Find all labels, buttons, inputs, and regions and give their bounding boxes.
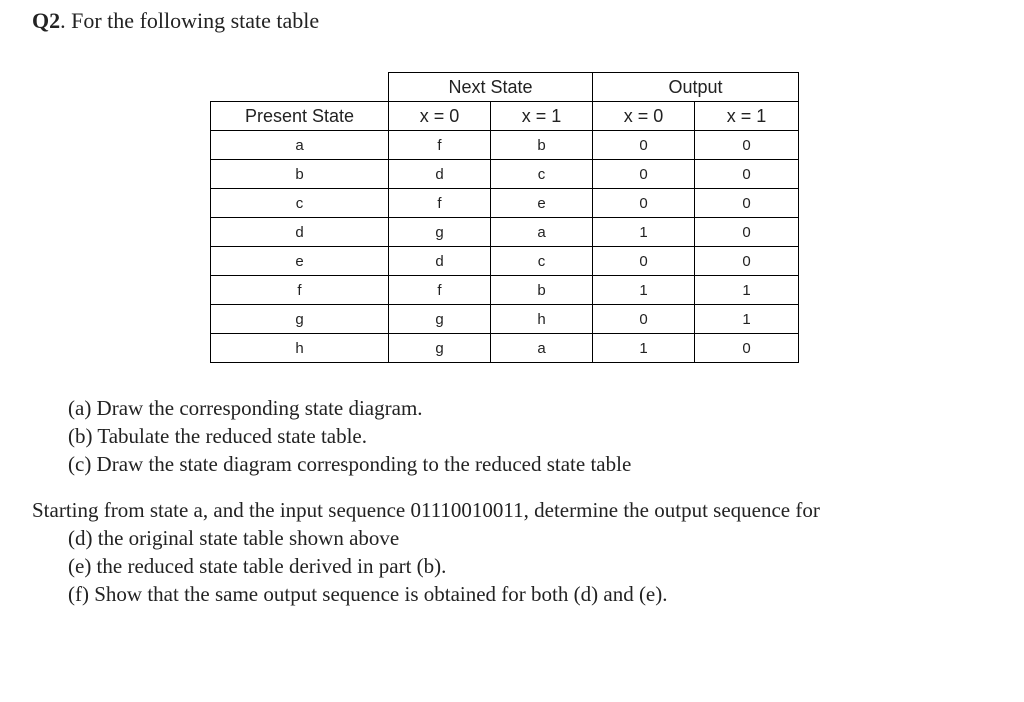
output-x1-cell: 0	[695, 334, 799, 363]
next-state-x1-cell: h	[491, 305, 593, 334]
table-row	[211, 276, 799, 305]
output-x0-cell: 1	[593, 218, 695, 247]
part-d: (d) the original state table shown above	[68, 526, 400, 550]
output-x1-cell: 0	[695, 218, 799, 247]
output-x0-cell: 1	[593, 334, 695, 363]
part-e: (e) the reduced state table derived in part (b).	[68, 554, 447, 578]
next-state-x0-cell: d	[389, 247, 491, 276]
table-row	[211, 189, 799, 218]
table-row	[211, 131, 799, 160]
output-x1-cell: 0	[695, 189, 799, 218]
next-state-x0-cell: f	[389, 276, 491, 305]
present-state-cell: h	[211, 334, 389, 363]
output-x0-cell: 0	[593, 247, 695, 276]
col-header-next-x1: x = 1	[491, 102, 593, 131]
present-state-cell: f	[211, 276, 389, 305]
table-row	[211, 218, 799, 247]
output-x0-cell: 0	[593, 131, 695, 160]
col-header-present-state: Present State	[211, 102, 389, 131]
present-state-cell: a	[211, 131, 389, 160]
group-header-row	[211, 73, 799, 102]
table-row	[211, 305, 799, 334]
part-c: (c) Draw the state diagram corresponding to the reduced state table	[68, 452, 632, 476]
part-f: (f) Show that the same output sequence is obtained for both (d) and (e).	[68, 582, 668, 606]
state-table	[210, 72, 799, 363]
col-header-out-x0: x = 0	[593, 102, 695, 131]
output-x0-cell: 0	[593, 160, 695, 189]
output-x1-cell: 0	[695, 160, 799, 189]
next-state-x1-cell: c	[491, 160, 593, 189]
question-title	[32, 8, 319, 34]
table-row	[211, 160, 799, 189]
present-state-cell: e	[211, 247, 389, 276]
question-text: . For the following state table	[60, 8, 320, 33]
next-state-x0-cell: d	[389, 160, 491, 189]
present-state-cell: g	[211, 305, 389, 334]
next-state-x1-cell: b	[491, 131, 593, 160]
next-state-x1-cell: b	[491, 276, 593, 305]
output-x1-cell: 1	[695, 276, 799, 305]
next-state-x0-cell: g	[389, 218, 491, 247]
parts-abc	[68, 394, 631, 478]
table-row	[211, 247, 799, 276]
next-state-header: Next State	[389, 73, 593, 102]
next-state-x1-cell: e	[491, 189, 593, 218]
next-state-x0-cell: f	[389, 189, 491, 218]
output-x1-cell: 1	[695, 305, 799, 334]
table-row	[211, 334, 799, 363]
present-state-cell: b	[211, 160, 389, 189]
next-state-x0-cell: g	[389, 334, 491, 363]
output-x0-cell: 0	[593, 189, 695, 218]
parts-def	[68, 524, 668, 608]
next-state-x1-cell: c	[491, 247, 593, 276]
part-a: (a) Draw the corresponding state diagram.	[68, 396, 423, 420]
output-x0-cell: 1	[593, 276, 695, 305]
next-state-x0-cell: g	[389, 305, 491, 334]
question-number: Q2	[32, 8, 61, 33]
output-x1-cell: 0	[695, 131, 799, 160]
output-header: Output	[593, 73, 799, 102]
col-header-next-x0: x = 0	[389, 102, 491, 131]
next-state-x1-cell: a	[491, 334, 593, 363]
starting-text: Starting from state a, and the input sequence 01110010011, determine the output sequence for	[32, 498, 820, 522]
next-state-x0-cell: f	[389, 131, 491, 160]
next-state-x1-cell: a	[491, 218, 593, 247]
part-b: (b) Tabulate the reduced state table.	[68, 424, 368, 448]
output-x0-cell: 0	[593, 305, 695, 334]
col-header-out-x1: x = 1	[695, 102, 799, 131]
present-state-cell: d	[211, 218, 389, 247]
blank-corner	[211, 73, 389, 102]
column-header-row	[211, 102, 799, 131]
output-x1-cell: 0	[695, 247, 799, 276]
present-state-cell: c	[211, 189, 389, 218]
